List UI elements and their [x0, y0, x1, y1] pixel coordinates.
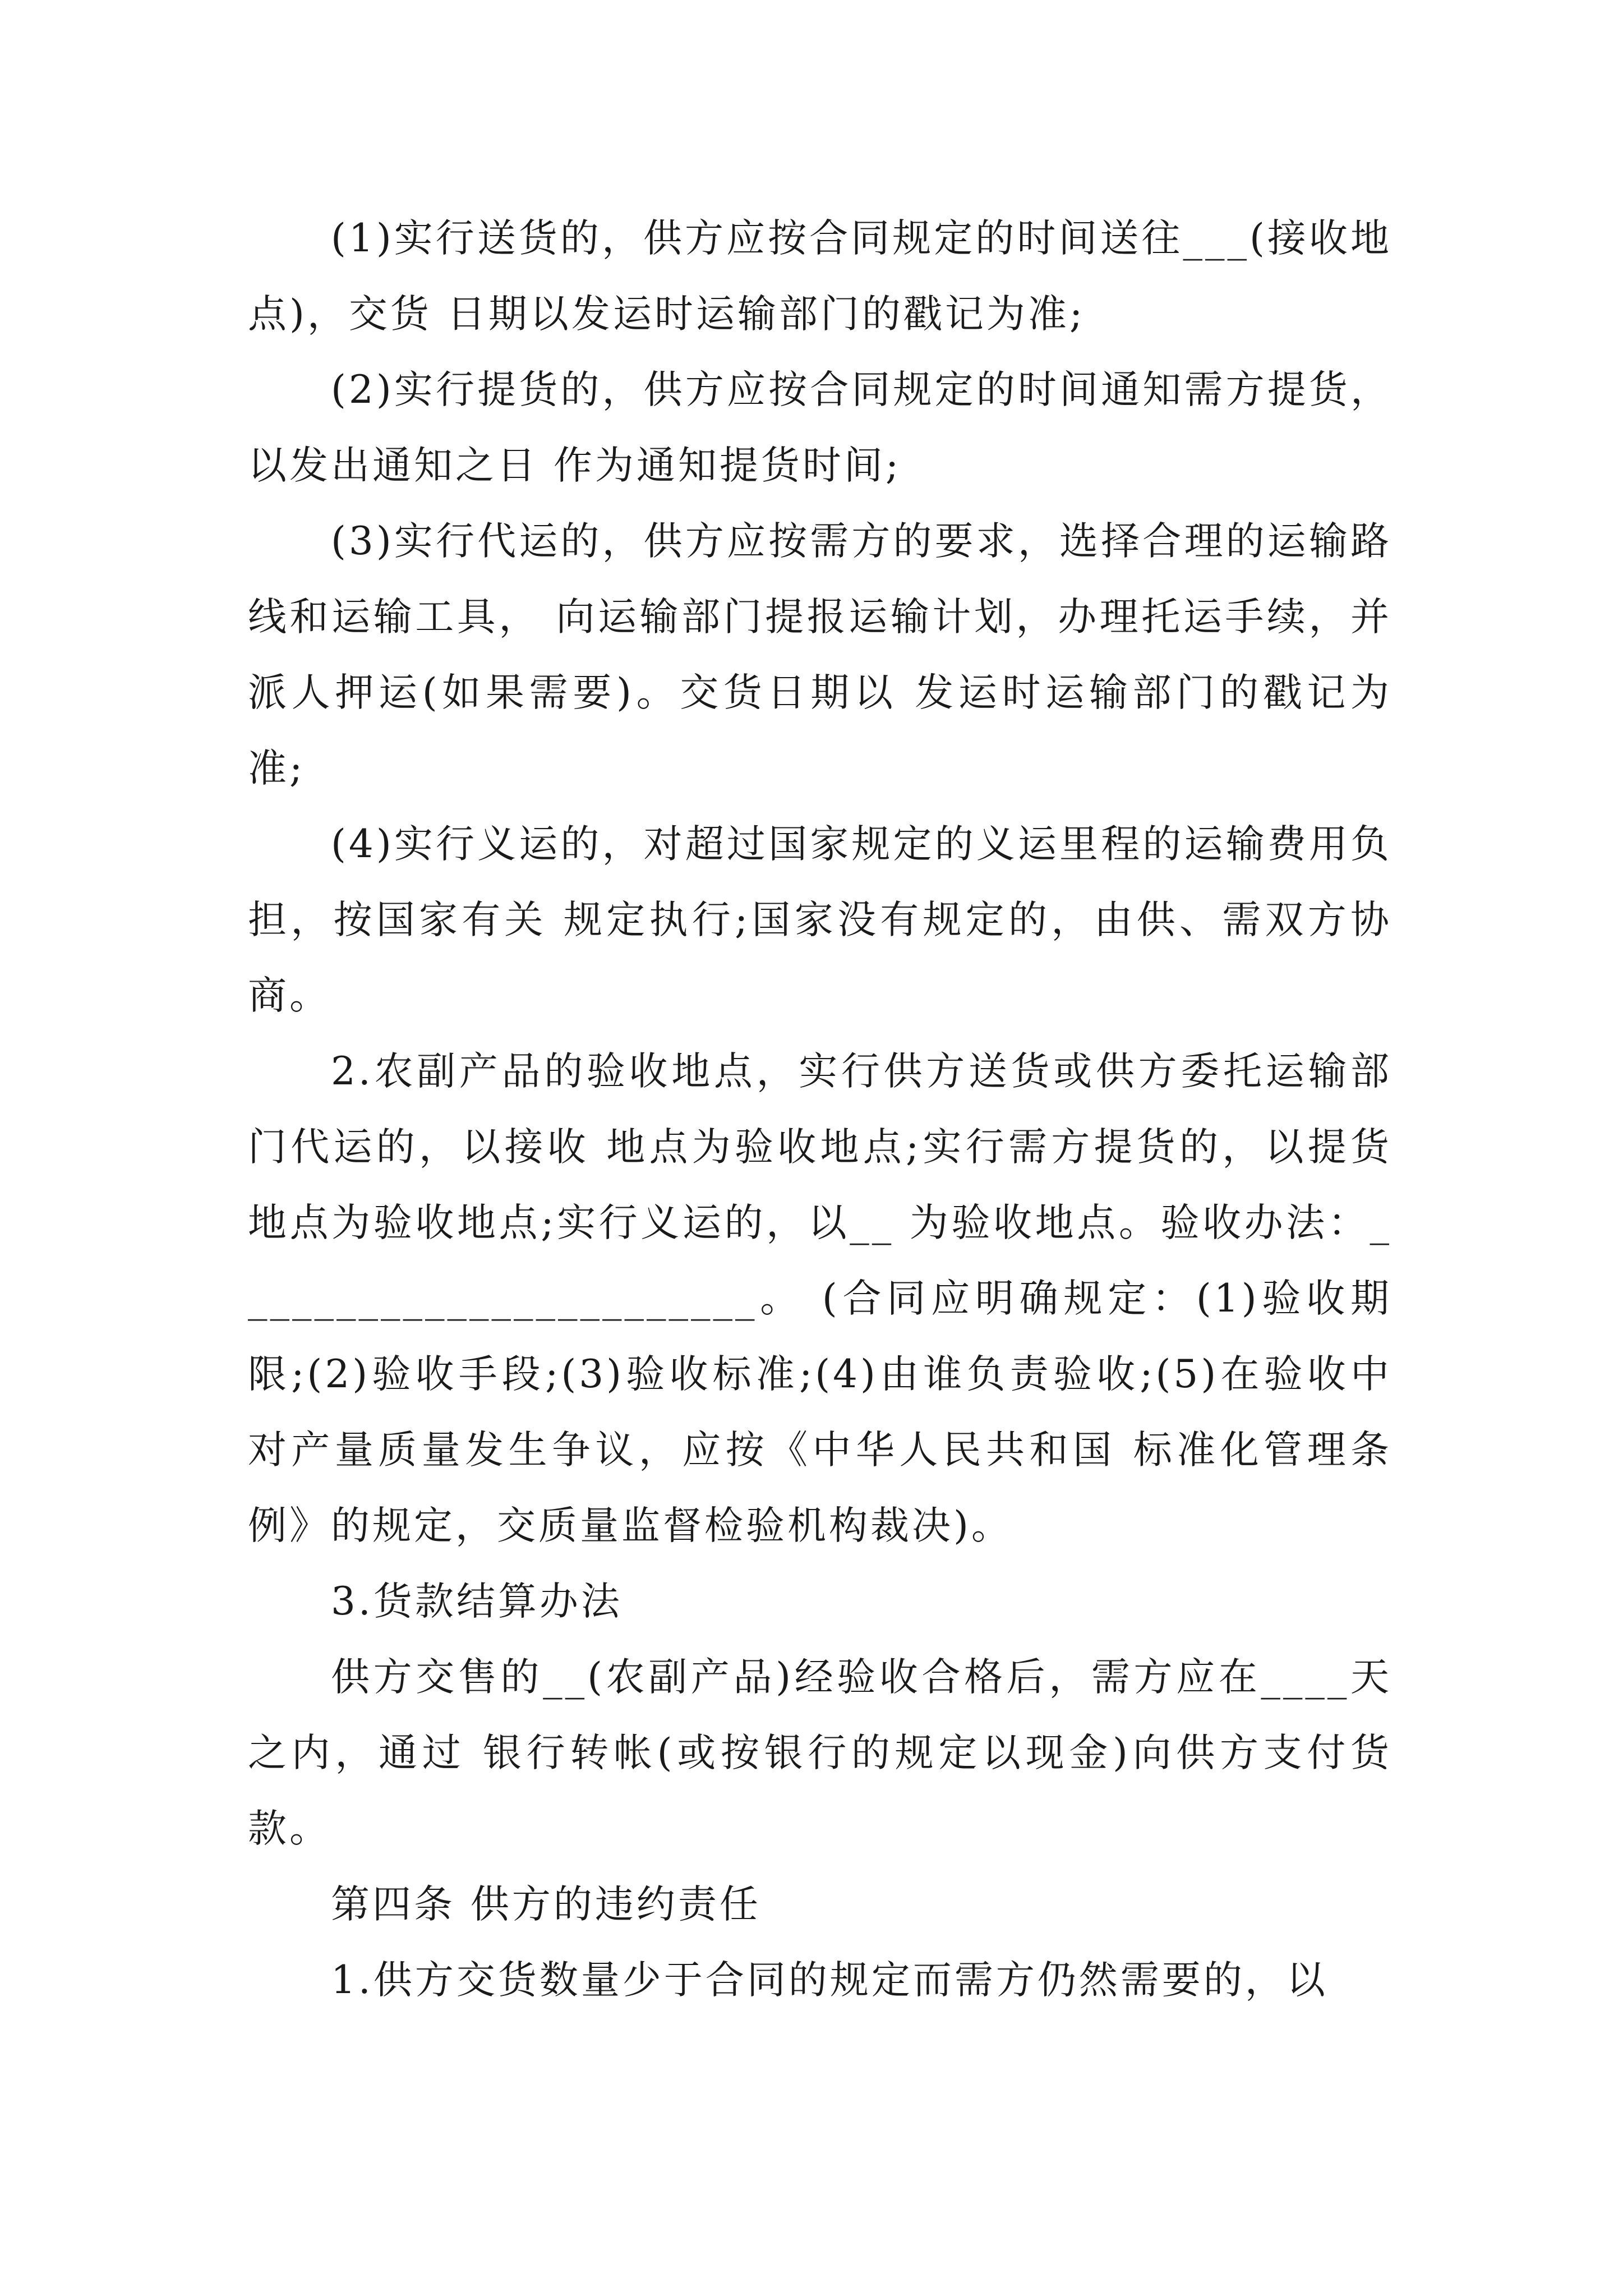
- article-four-heading: 第四条 供方的违约责任: [331, 1882, 761, 1927]
- clause-delivery-free-transport: (4)实行义运的，对超过国家规定的义运里程的运输费用负担，按国家有关 规定执行;国家没有规定的，由供、需双方协商。: [248, 822, 1392, 1018]
- clause-short-delivery: 1.供方交货数量少于合同的规定而需方仍然需要的，以: [331, 1958, 1328, 2003]
- contract-body: [248, 201, 1392, 2018]
- clause-payment-terms: 供方交售的__(农副产品)经验收合格后，需方应在____天之内，通过 银行转帐(或按银行的规定以现金)向供方支付货款。: [248, 1655, 1392, 1851]
- heading-payment-method: 3.货款结算办法: [331, 1579, 623, 1624]
- clause-inspection-location: 2.农副产品的验收地点，实行供方送货或供方委托运输部门代运的，以接收 地点为验收地点;实行需方提货的，以提货地点为验收地点;实行义运的，以__ 为验收地点。验收办法：________________________。 (合同应明确规定：(1)验收期限;(2)验收手段;(3)验收标准;(4)由谁负责验收;(5)在验收中对产量质量发生争议，应按《中华人民共和国 标准化管理条例》的规定，交质量监督检验机构裁决)。: [248, 1049, 1392, 1548]
- clause-delivery-agency: (3)实行代运的，供方应按需方的要求，选择合理的运输路线和运输工具， 向运输部门提报运输计划，办理托运手续，并派人押运(如果需要)。交货日期以 发运时运输部门的戳记为准;: [248, 519, 1392, 791]
- clause-delivery-shipping: (1)实行送货的，供方应按合同规定的时间送往___(接收地点)，交货 日期以发运时运输部门的戳记为准;: [248, 216, 1392, 337]
- clause-delivery-pickup: (2)实行提货的，供方应按合同规定的时间通知需方提货，以发出通知之日 作为通知提货时间;: [248, 367, 1392, 488]
